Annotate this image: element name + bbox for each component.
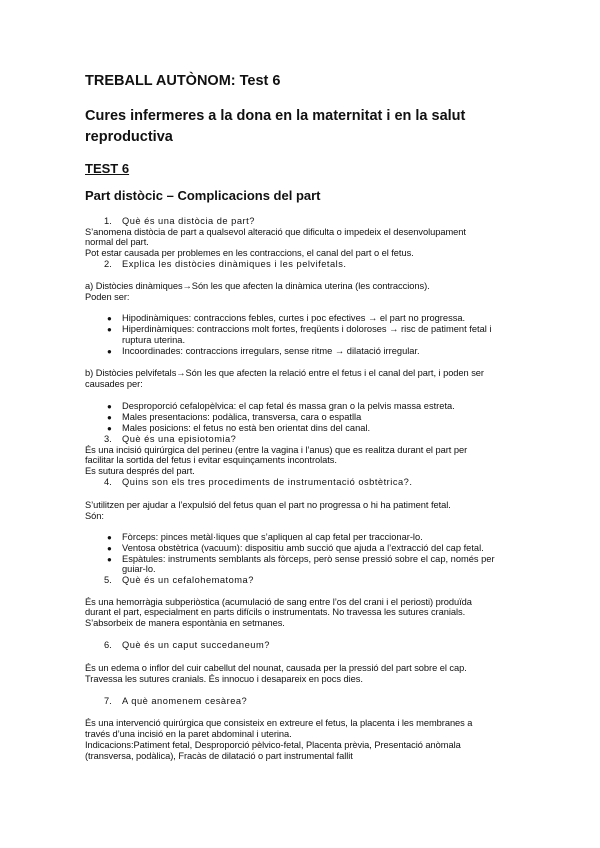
bullet-icon: ● (107, 413, 112, 422)
answer-4-line-1: S’utilitzen per ajudar a l’expulsió del fetus quan el part no progressa o hi ha patiment fetal. (85, 500, 451, 510)
list-item: Espàtules: instruments semblants als fòrceps, però sense pressió sobre el cap, només per (122, 554, 495, 564)
question-2: Explica les distòcies dinàmiques i les pelvifetals. (122, 259, 347, 269)
question-number: 3. (104, 434, 112, 444)
bullet-icon: ● (107, 533, 112, 542)
page-title: TREBALL AUTÒNOM: Test 6 (85, 73, 281, 89)
answer-6-line-2: Travessa les sutures cranials. És innocuo i desapareix en pocs dies. (85, 674, 363, 684)
answer-3-line-3: Es sutura després del part. (85, 466, 195, 476)
list-item: Incoordinades: contraccions irregulars, sense ritme → dilatació irregular. (122, 346, 420, 356)
answer-5-line-1: És una hemorràgia subperiòstica (acumulació de sang entre l’os del crani i el periosti) produïda (85, 597, 472, 607)
list-item-continuation: guiar-lo. (122, 564, 156, 574)
bullet-icon: ● (107, 555, 112, 564)
subtitle-line-1: Cures infermeres a la dona en la maternitat i en la salut (85, 108, 466, 124)
answer-2b-line-2: causades per: (85, 379, 143, 389)
list-item: Hiperdinàmiques: contraccions molt fortes, freqüents i doloroses → risc de patiment fetal i (122, 324, 492, 334)
answer-5-line-3: S’absorbeix de manera espontània en setmanes. (85, 618, 285, 628)
section-title: Part distòcic – Complicacions del part (85, 188, 321, 203)
bullet-icon: ● (107, 325, 112, 334)
answer-3-line-1: És una incisió quirúrgica del perineu (entre la vagina i l’anus) que es realitza durant el part per (85, 445, 468, 455)
answer-6-line-1: És un edema o inflor del cuir cabellut del nounat, causada per la pressió del part sobre el cap. (85, 663, 467, 673)
answer-7-line-2: través d’una incisió en la paret abdominal i uterina. (85, 729, 292, 739)
bullet-icon: ● (107, 544, 112, 553)
answer-1-line-2: normal del part. (85, 237, 149, 247)
list-item: Males presentacions: podàlica, transversa, cara o espatlla (122, 412, 362, 422)
answer-1-line-1: S’anomena distòcia de part a qualsevol alteració que dificulta o impedeix el desenvolupament (85, 227, 466, 237)
bullet-icon: ● (107, 424, 112, 433)
answer-2a-line-2: Poden ser: (85, 292, 130, 302)
question-number: 7. (104, 696, 112, 706)
question-number: 1. (104, 216, 112, 226)
question-1: Què és una distòcia de part? (122, 216, 255, 226)
list-item: Males posicions: el fetus no està ben orientat dins del canal. (122, 423, 371, 433)
bullet-icon: ● (107, 314, 112, 323)
question-4: Quins son els tres procediments de instrumentació osbtètrica?. (122, 477, 413, 487)
list-item-continuation: ruptura uterina. (122, 335, 186, 345)
list-item: Ventosa obstètrica (vacuum): dispositiu amb succió que ajuda a l’extracció del cap fetal. (122, 543, 484, 553)
question-7: A què anomenem cesàrea? (122, 696, 248, 706)
question-number: 2. (104, 259, 112, 269)
subtitle-line-2: reproductiva (85, 129, 173, 145)
question-3: Què és una episiotomia? (122, 434, 237, 444)
bullet-icon: ● (107, 402, 112, 411)
list-item: Hipodinàmiques: contraccions febles, curtes i poc efectives → el part no progressa. (122, 313, 466, 323)
answer-5-line-2: durant el part, especialment en parts difícils o instrumentats. No travessa les sutures cranials. (85, 607, 466, 617)
answer-3-line-2: facilitar la sortida del fetus i evitar esquinçaments incontrolats. (85, 455, 337, 465)
bullet-icon: ● (107, 347, 112, 356)
question-5: Què és un cefalohematoma? (122, 575, 254, 585)
answer-2b-line-1: b) Distòcies pelvifetals→Són les que afecten la relació entre el fetus i el canal del part, i poden ser (85, 368, 484, 378)
question-6: Què és un caput succedaneum? (122, 640, 270, 650)
question-number: 5. (104, 575, 112, 585)
list-item: Fòrceps: pinces metàl·liques que s’apliquen al cap fetal per traccionar-lo. (122, 532, 423, 542)
list-item: Desproporció cefalopèlvica: el cap fetal és massa gran o la pelvis massa estreta. (122, 401, 455, 411)
answer-7-line-4: (transversa, podàlica), Fracàs de dilatació o part instrumental fallit (85, 751, 353, 761)
test-label: TEST 6 (85, 161, 130, 176)
question-number: 4. (104, 477, 112, 487)
answer-7-line-3: Indicacions:Patiment fetal, Desproporció pèlvico-fetal, Placenta prèvia, Presentació anòmala (85, 740, 461, 750)
answer-1-line-3: Pot estar causada per problemes en les contraccions, el canal del part o el fetus. (85, 248, 414, 258)
answer-7-line-1: És una intervenció quirúrgica que consisteix en extreure el fetus, la placenta i les membranes a (85, 718, 473, 728)
question-number: 6. (104, 640, 112, 650)
answer-2a-line-1: a) Distòcies dinàmiques→Són les que afecten la dinàmica uterina (les contraccions). (85, 281, 430, 291)
answer-4-line-2: Són: (85, 511, 104, 521)
